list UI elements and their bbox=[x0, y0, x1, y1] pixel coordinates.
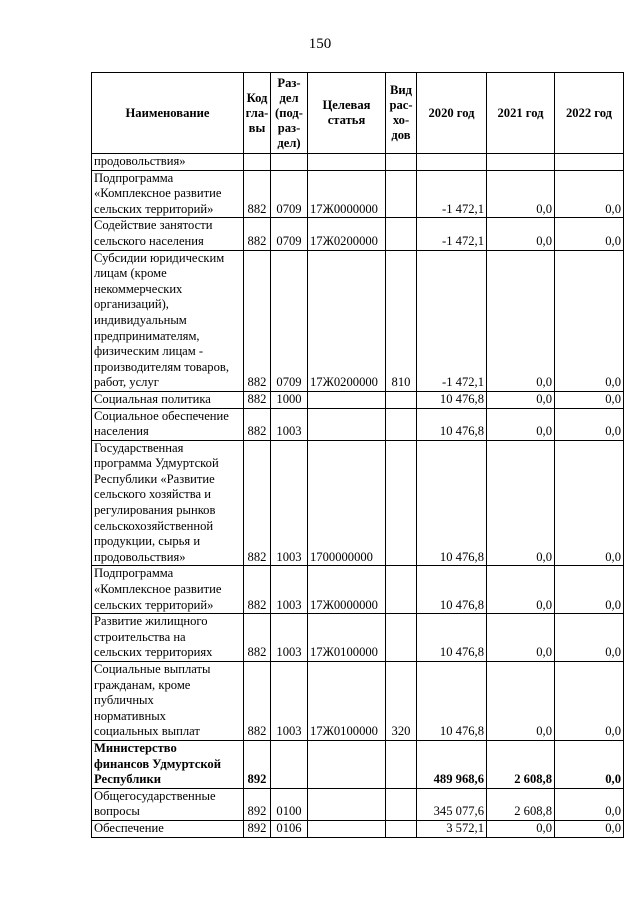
row-section: 1003 bbox=[271, 662, 308, 741]
row-section: 0100 bbox=[271, 788, 308, 820]
row-chapter-code: 882 bbox=[244, 440, 271, 566]
row-expense-type bbox=[386, 408, 417, 440]
row-value-2020 bbox=[417, 154, 487, 171]
row-name: Министерство финансов Удмуртской Республики bbox=[92, 740, 244, 788]
row-value-2020: 3 572,1 bbox=[417, 820, 487, 837]
row-value-2021: 0,0 bbox=[487, 250, 555, 391]
row-value-2020: 10 476,8 bbox=[417, 391, 487, 408]
row-section: 1003 bbox=[271, 614, 308, 662]
table-row bbox=[92, 440, 624, 566]
row-name: Социальное обеспечение населения bbox=[92, 408, 244, 440]
col-header-expense-type: Вид рас- хо- дов bbox=[386, 73, 417, 154]
col-header-2022: 2022 год bbox=[555, 73, 624, 154]
row-expense-type: 810 bbox=[386, 250, 417, 391]
row-section: 0709 bbox=[271, 218, 308, 250]
row-target-article bbox=[308, 408, 386, 440]
row-section bbox=[271, 740, 308, 788]
row-chapter-code: 882 bbox=[244, 170, 271, 218]
table-row bbox=[92, 391, 624, 408]
row-chapter-code: 882 bbox=[244, 566, 271, 614]
row-expense-type bbox=[386, 154, 417, 171]
row-value-2022: 0,0 bbox=[555, 662, 624, 741]
page-number: 150 bbox=[308, 36, 332, 52]
row-value-2021 bbox=[487, 154, 555, 171]
row-name: Общегосударственные вопросы bbox=[92, 788, 244, 820]
row-name: Субсидии юридическим лицам (кроме некоммерческих организаций), индивидуальным предпринимателям, физическим лицам - производителям товаров, работ, услуг bbox=[92, 250, 244, 391]
row-target-article: 1700000000 bbox=[308, 440, 386, 566]
table-row bbox=[92, 566, 624, 614]
row-section: 1003 bbox=[271, 440, 308, 566]
row-chapter-code: 882 bbox=[244, 408, 271, 440]
row-name: Социальные выплаты гражданам, кроме публичных нормативных социальных выплат bbox=[92, 662, 244, 741]
table-row bbox=[92, 820, 624, 837]
row-name: Содействие занятости сельского населения bbox=[92, 218, 244, 250]
row-value-2022 bbox=[555, 154, 624, 171]
row-value-2022: 0,0 bbox=[555, 218, 624, 250]
row-target-article bbox=[308, 154, 386, 171]
row-value-2021: 0,0 bbox=[487, 440, 555, 566]
row-value-2022: 0,0 bbox=[555, 820, 624, 837]
table-row bbox=[92, 218, 624, 250]
row-chapter-code: 882 bbox=[244, 662, 271, 741]
row-value-2020: -1 472,1 bbox=[417, 170, 487, 218]
row-chapter-code: 882 bbox=[244, 614, 271, 662]
row-name: продовольствия» bbox=[92, 154, 244, 171]
row-value-2022: 0,0 bbox=[555, 740, 624, 788]
row-value-2022: 0,0 bbox=[555, 250, 624, 391]
row-value-2020: 10 476,8 bbox=[417, 440, 487, 566]
row-value-2020: 10 476,8 bbox=[417, 662, 487, 741]
row-value-2020: 345 077,6 bbox=[417, 788, 487, 820]
col-header-chapter-code: Код гла- вы bbox=[244, 73, 271, 154]
row-chapter-code: 892 bbox=[244, 820, 271, 837]
row-value-2022: 0,0 bbox=[555, 408, 624, 440]
row-section: 1000 bbox=[271, 391, 308, 408]
row-target-article: 17Ж0200000 bbox=[308, 218, 386, 250]
row-expense-type: 320 bbox=[386, 662, 417, 741]
table-row bbox=[92, 250, 624, 391]
row-value-2022: 0,0 bbox=[555, 566, 624, 614]
row-expense-type bbox=[386, 440, 417, 566]
row-value-2021: 0,0 bbox=[487, 391, 555, 408]
row-target-article: 17Ж0100000 bbox=[308, 614, 386, 662]
row-name: Государственная программа Удмуртской Республики «Развитие сельского хозяйства и регулирования рынков сельскохозяйственной продукции, сырья и продовольствия» bbox=[92, 440, 244, 566]
row-value-2021: 0,0 bbox=[487, 820, 555, 837]
row-value-2022: 0,0 bbox=[555, 391, 624, 408]
row-value-2021: 0,0 bbox=[487, 662, 555, 741]
row-value-2020: -1 472,1 bbox=[417, 218, 487, 250]
row-value-2021: 2 608,8 bbox=[487, 788, 555, 820]
row-chapter-code: 882 bbox=[244, 250, 271, 391]
row-target-article: 17Ж0000000 bbox=[308, 170, 386, 218]
row-expense-type bbox=[386, 740, 417, 788]
row-expense-type bbox=[386, 566, 417, 614]
row-value-2022: 0,0 bbox=[555, 170, 624, 218]
row-name: Развитие жилищного строительства на сельских территориях bbox=[92, 614, 244, 662]
table-row bbox=[92, 740, 624, 788]
table-row bbox=[92, 170, 624, 218]
col-header-2020: 2020 год bbox=[417, 73, 487, 154]
row-section: 0709 bbox=[271, 250, 308, 391]
row-expense-type bbox=[386, 614, 417, 662]
row-value-2022: 0,0 bbox=[555, 440, 624, 566]
row-chapter-code bbox=[244, 154, 271, 171]
row-target-article: 17Ж0200000 bbox=[308, 250, 386, 391]
table-row bbox=[92, 614, 624, 662]
col-header-name: Наименование bbox=[92, 73, 244, 154]
col-header-2021: 2021 год bbox=[487, 73, 555, 154]
row-name: Обеспечение bbox=[92, 820, 244, 837]
table-row bbox=[92, 408, 624, 440]
row-expense-type bbox=[386, 788, 417, 820]
row-expense-type bbox=[386, 218, 417, 250]
row-expense-type bbox=[386, 391, 417, 408]
table-row bbox=[92, 154, 624, 171]
row-target-article bbox=[308, 391, 386, 408]
row-section: 0106 bbox=[271, 820, 308, 837]
row-section: 0709 bbox=[271, 170, 308, 218]
row-chapter-code: 882 bbox=[244, 391, 271, 408]
row-chapter-code: 892 bbox=[244, 788, 271, 820]
row-name: Подпрограмма «Комплексное развитие сельских территорий» bbox=[92, 566, 244, 614]
table-body bbox=[92, 154, 624, 838]
col-header-target-article: Целевая статья bbox=[308, 73, 386, 154]
row-value-2020: 10 476,8 bbox=[417, 566, 487, 614]
row-value-2022: 0,0 bbox=[555, 788, 624, 820]
row-value-2020: 10 476,8 bbox=[417, 614, 487, 662]
row-target-article bbox=[308, 820, 386, 837]
row-target-article: 17Ж0000000 bbox=[308, 566, 386, 614]
row-value-2021: 0,0 bbox=[487, 614, 555, 662]
row-expense-type bbox=[386, 820, 417, 837]
table-header-row bbox=[92, 73, 624, 154]
row-name: Социальная политика bbox=[92, 391, 244, 408]
row-value-2022: 0,0 bbox=[555, 614, 624, 662]
row-target-article bbox=[308, 788, 386, 820]
row-target-article: 17Ж0100000 bbox=[308, 662, 386, 741]
row-name: Подпрограмма «Комплексное развитие сельских территорий» bbox=[92, 170, 244, 218]
row-value-2021: 0,0 bbox=[487, 170, 555, 218]
row-value-2020: 489 968,6 bbox=[417, 740, 487, 788]
row-expense-type bbox=[386, 170, 417, 218]
row-value-2021: 0,0 bbox=[487, 566, 555, 614]
row-chapter-code: 892 bbox=[244, 740, 271, 788]
row-value-2020: 10 476,8 bbox=[417, 408, 487, 440]
row-section: 1003 bbox=[271, 408, 308, 440]
row-section: 1003 bbox=[271, 566, 308, 614]
table-row bbox=[92, 788, 624, 820]
budget-table bbox=[91, 72, 624, 838]
row-section bbox=[271, 154, 308, 171]
col-header-section: Раз- дел (под- раз- дел) bbox=[271, 73, 308, 154]
row-value-2021: 2 608,8 bbox=[487, 740, 555, 788]
row-chapter-code: 882 bbox=[244, 218, 271, 250]
row-target-article bbox=[308, 740, 386, 788]
table-row bbox=[92, 662, 624, 741]
row-value-2020: -1 472,1 bbox=[417, 250, 487, 391]
row-value-2021: 0,0 bbox=[487, 218, 555, 250]
row-value-2021: 0,0 bbox=[487, 408, 555, 440]
